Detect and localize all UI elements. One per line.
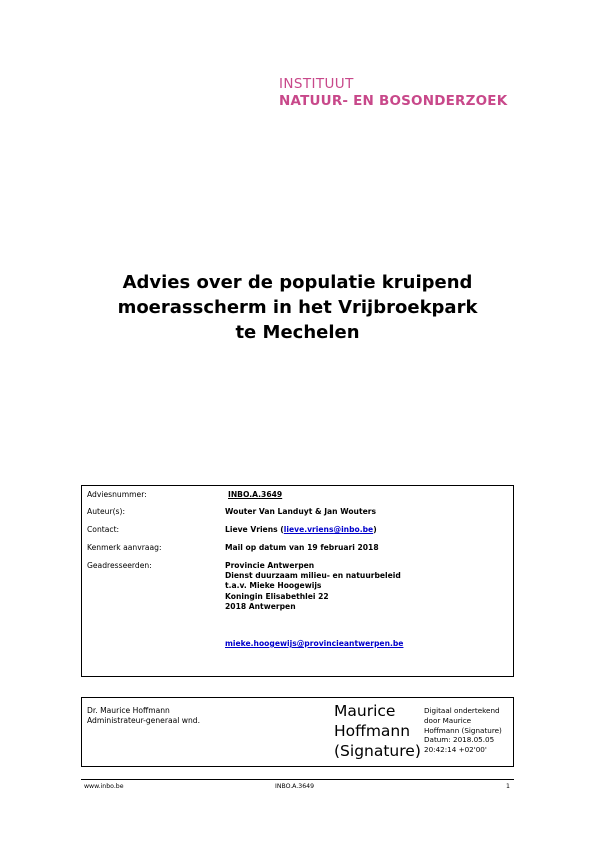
kenmerk-value: Mail op datum van 19 februari 2018 [225,543,379,552]
title-line-1: Advies over de populatie kruipend [122,272,473,293]
adviesnummer-label: Adviesnummer: [87,490,147,499]
address-line: 2018 Antwerpen [225,601,296,611]
address-line: Koningin Elisabethlei 22 [225,591,329,601]
digital-line: Digitaal ondertekend [424,706,500,715]
signature-line: (Signature) [334,742,421,760]
document-title [60,270,535,345]
signature-box [81,697,514,767]
digital-signature-note [424,706,502,755]
footer-divider [81,779,514,780]
signatory-role: Administrateur-generaal wnd. [87,716,201,725]
address-line: t.a.v. Mieke Hoogewijs [225,581,322,591]
digital-line: 20:42:14 +02'00' [424,745,487,755]
title-line-3: te Mechelen [235,322,360,343]
logo-line-1: INSTITUUT [279,76,354,92]
logo-line-2: NATUUR- EN BOSONDERZOEK [279,93,508,109]
digital-line: Datum: 2018.05.05 [424,735,495,745]
digital-line: Hoffmann (Signature) [424,725,502,735]
footer-website: www.inbo.be [84,783,124,790]
geadresseerden-label: Geadresseerden: [87,561,152,570]
adviesnummer-value: INBO.A.3649 [228,490,283,499]
signature-line: Hoffmann [334,722,411,740]
digital-line: door Maurice [424,715,472,725]
auteurs-label: Auteur(s): [87,507,126,516]
contact-close: ) [373,525,377,534]
signature-text [334,701,421,761]
contact-name: Lieve Vriens ( [225,525,284,534]
contact-email-link[interactable]: lieve.vriens@inbo.be [283,525,374,534]
contact-label: Contact: [87,525,120,534]
address-line: Dienst duurzaam milieu- en natuurbeleid [225,571,401,581]
address-block [225,561,401,612]
signature-line: Maurice [334,702,396,720]
auteurs-value: Wouter Van Landuyt & Jan Wouters [225,507,377,516]
kenmerk-label: Kenmerk aanvraag: [87,543,162,552]
contact-value [225,525,377,535]
address-line: Provincie Antwerpen [225,561,315,570]
advice-info-box [81,485,514,677]
signatory-name: Dr. Maurice Hoffmann [87,706,170,715]
signatory-block [87,706,200,726]
address-email-link[interactable]: mieke.hoogewijs@provincieantwerpen.be [225,639,404,648]
footer-page-number: 1 [506,783,510,790]
footer-reference: INBO.A.3649 [275,783,315,790]
inbo-logo [279,76,507,110]
title-line-2: moerasscherm in het Vrijbroekpark [117,297,478,318]
